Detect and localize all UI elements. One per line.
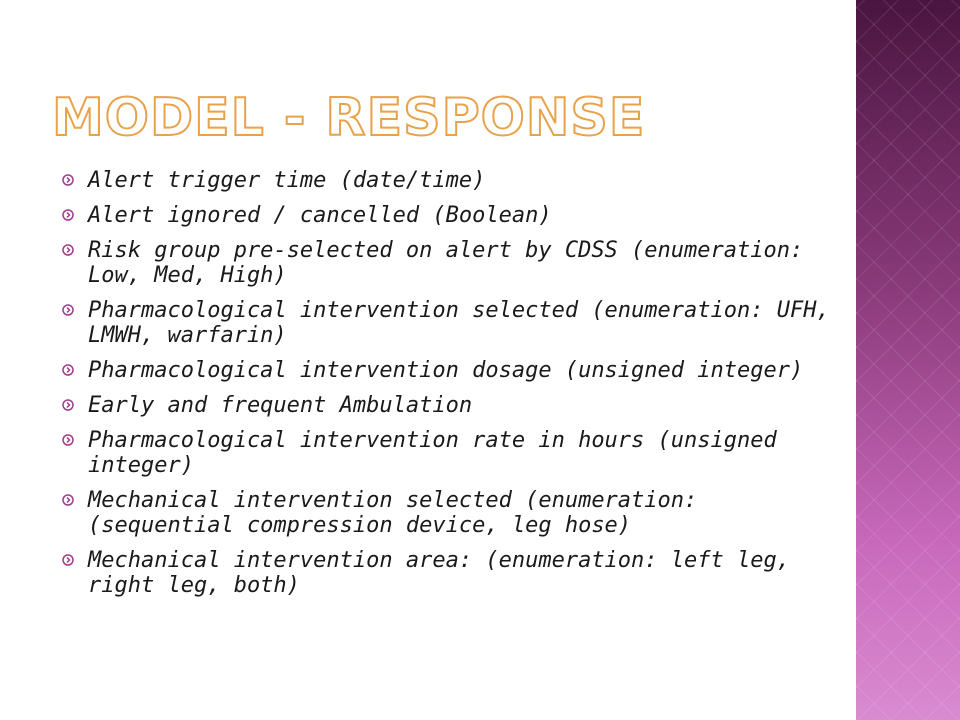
circle-arrow-right-icon	[62, 494, 74, 506]
circle-arrow-right-icon	[62, 209, 74, 221]
decorative-side-panel	[856, 0, 960, 720]
bullet-item	[62, 358, 837, 383]
circle-arrow-right-icon	[62, 364, 74, 376]
bullet-text: Risk group pre-selected on alert by CDSS (enumeration: Low, Med, High)	[88, 238, 804, 288]
bullet-text: Mechanical intervention selected (enumeration: (sequential compression device, leg hose)	[88, 488, 698, 538]
bullet-item	[62, 488, 837, 538]
circle-arrow-right-icon	[62, 244, 74, 256]
bullet-item	[62, 548, 837, 598]
circle-arrow-right-icon	[62, 434, 74, 446]
bullet-text: Pharmacological intervention rate in hours (unsigned integer)	[88, 428, 777, 478]
circle-arrow-right-icon	[62, 304, 74, 316]
circle-arrow-right-icon	[62, 554, 74, 566]
bullet-list	[62, 168, 837, 608]
bullet-text: Pharmacological intervention selected (enumeration: UFH, LMWH, warfarin)	[88, 298, 830, 348]
bullet-item	[62, 168, 837, 193]
bullet-text: Mechanical intervention area: (enumeration: left leg, right leg, both)	[88, 548, 790, 598]
bullet-text: Pharmacological intervention dosage (unsigned integer)	[88, 358, 804, 383]
bullet-text: Alert trigger time (date/time)	[88, 168, 486, 193]
bullet-item	[62, 428, 837, 478]
slide-title: MODEL - RESPONSE	[52, 88, 646, 148]
bullet-text: Early and frequent Ambulation	[88, 393, 473, 418]
bullet-item	[62, 298, 837, 348]
circle-arrow-right-icon	[62, 174, 74, 186]
bullet-text: Alert ignored / cancelled (Boolean)	[88, 203, 552, 228]
bullet-item	[62, 393, 837, 418]
bullet-item	[62, 203, 837, 228]
circle-arrow-right-icon	[62, 399, 74, 411]
bullet-item	[62, 238, 837, 288]
